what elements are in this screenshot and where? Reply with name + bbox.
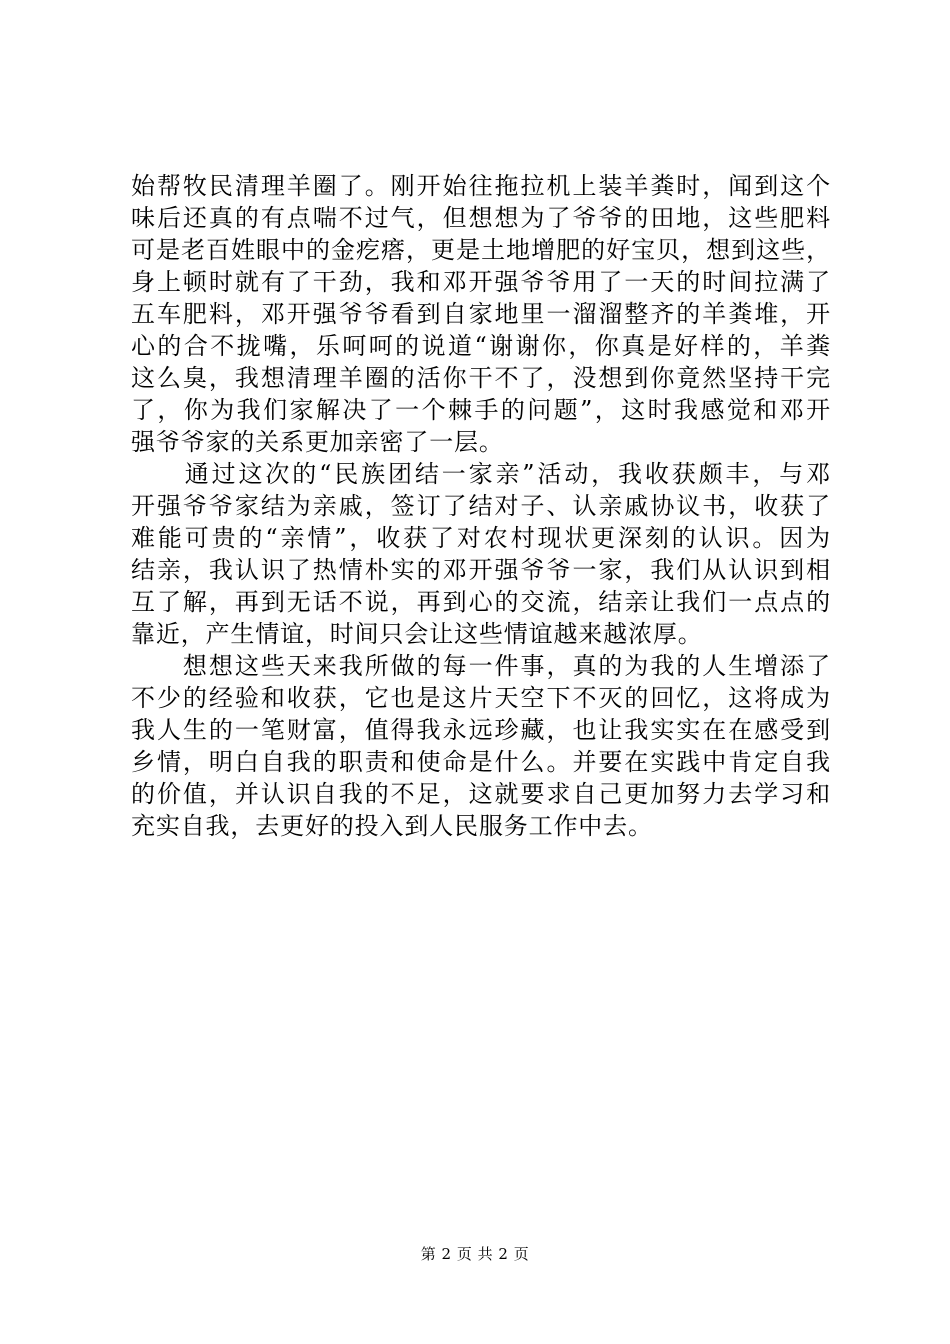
text-line: 想想这些天来我所做的每一件事，真的为我的人生增添了 xyxy=(131,652,831,680)
text-line: 开强爷爷家结为亲戚，签订了结对子、认亲戚协议书，收获了 xyxy=(131,492,831,520)
text-line: 五车肥料，邓开强爷爷看到自家地里一溜溜整齐的羊粪堆，开 xyxy=(131,300,831,328)
text-line: 互了解，再到无话不说，再到心的交流，结亲让我们一点点的 xyxy=(131,588,831,616)
page-footer: 第 2 页 共 2 页 xyxy=(420,1245,530,1263)
text-line: 始帮牧民清理羊圈了。刚开始往拖拉机上装羊粪时，闻到这个 xyxy=(131,172,831,200)
body-text xyxy=(131,170,831,842)
text-line: 难能可贵的“亲情”，收获了对农村现状更深刻的认识。因为 xyxy=(131,524,831,552)
text-line: 乡情，明白自我的职责和使命是什么。并要在实践中肯定自我 xyxy=(131,748,831,776)
text-line: 了，你为我们家解决了一个棘手的问题”，这时我感觉和邓开 xyxy=(131,396,831,424)
text-line: 可是老百姓眼中的金疙瘩，更是土地增肥的好宝贝，想到这些， xyxy=(131,236,831,264)
text-line: 我人生的一笔财富，值得我永远珍藏，也让我实实在在感受到 xyxy=(131,716,831,744)
text-line: 心的合不拢嘴，乐呵呵的说道“谢谢你，你真是好样的，羊粪 xyxy=(131,332,831,360)
text-line: 的价值，并认识自我的不足，这就要求自己更加努力去学习和 xyxy=(131,780,831,808)
text-line: 结亲，我认识了热情朴实的邓开强爷爷一家，我们从认识到相 xyxy=(131,556,831,584)
text-line: 身上顿时就有了干劲，我和邓开强爷爷用了一天的时间拉满了 xyxy=(131,268,831,296)
text-line: 充实自我，去更好的投入到人民服务工作中去。 xyxy=(131,812,653,840)
text-line: 通过这次的“民族团结一家亲”活动，我收获颇丰，与邓 xyxy=(131,460,831,488)
text-line: 靠近，产生情谊，时间只会让这些情谊越来越浓厚。 xyxy=(131,620,703,648)
text-line: 味后还真的有点喘不过气，但想想为了爷爷的田地，这些肥料 xyxy=(131,204,831,232)
text-line: 不少的经验和收获，它也是这片天空下不灭的回忆，这将成为 xyxy=(131,684,831,712)
text-line: 强爷爷家的关系更加亲密了一层。 xyxy=(131,428,504,456)
text-line: 这么臭，我想清理羊圈的活你干不了，没想到你竟然坚持干完 xyxy=(131,364,831,392)
